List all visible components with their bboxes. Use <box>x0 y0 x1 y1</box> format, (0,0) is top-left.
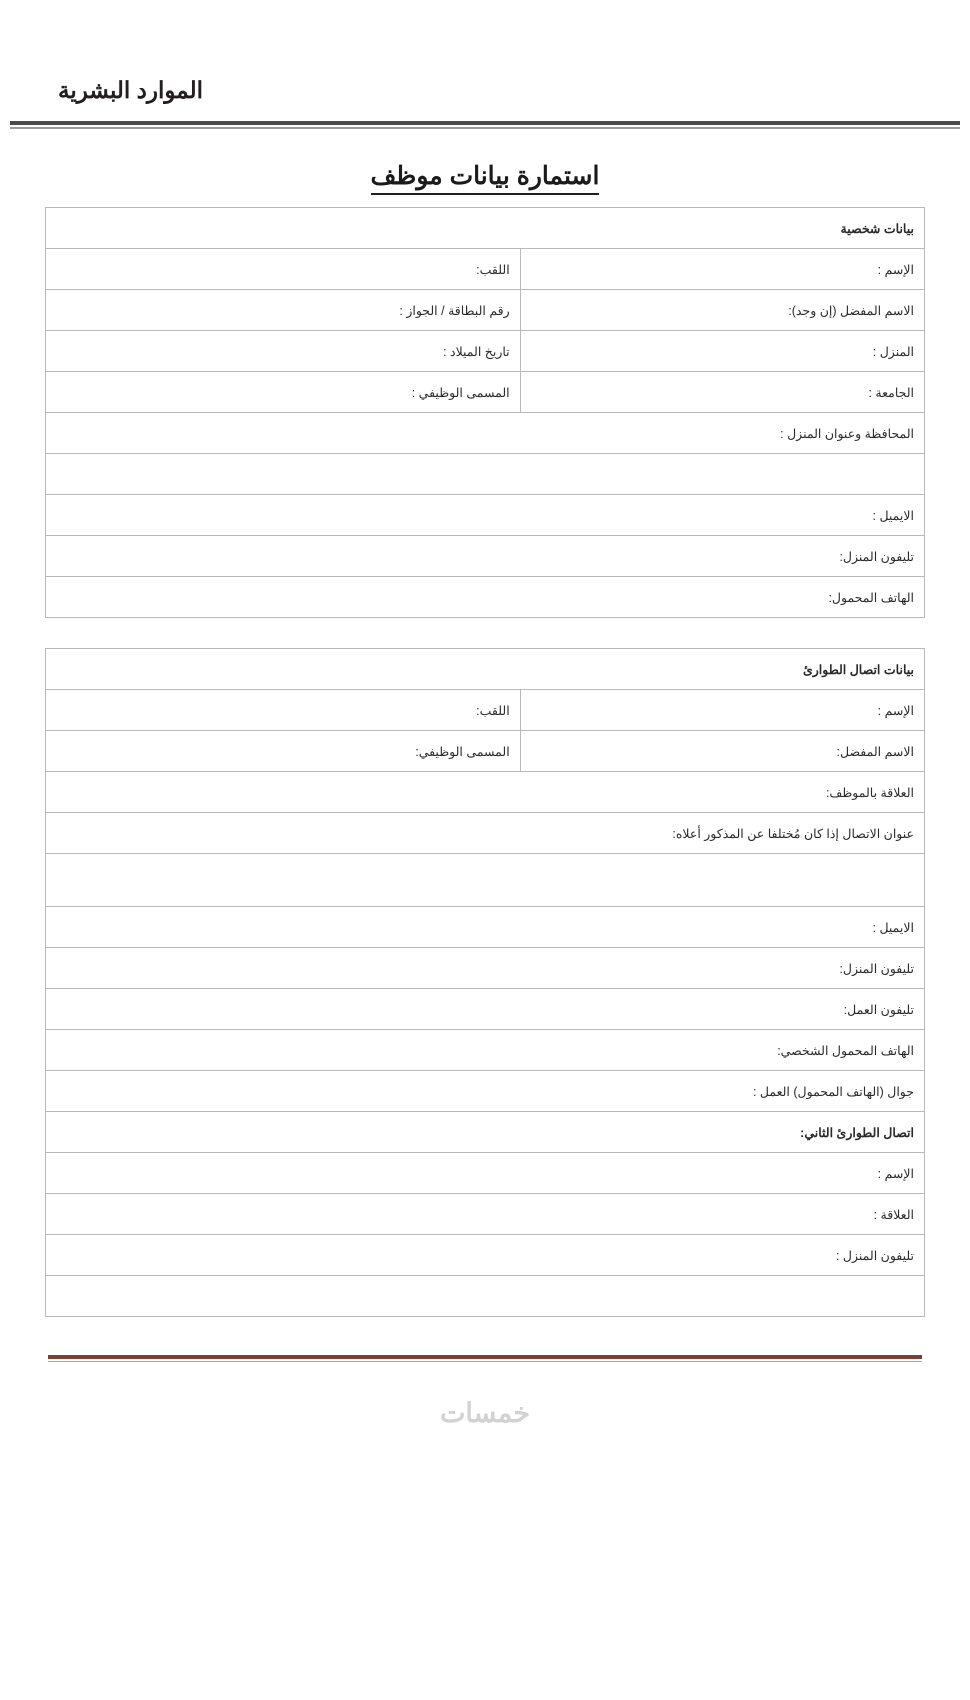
field-email-label[interactable]: الايميل : <box>46 495 925 536</box>
table-row <box>46 1112 925 1153</box>
table-row <box>46 948 925 989</box>
table-row <box>46 731 925 772</box>
emergency-contact-table <box>45 648 925 1317</box>
table-row <box>46 331 925 372</box>
table-row <box>46 772 925 813</box>
table-row <box>46 249 925 290</box>
table-row <box>46 1153 925 1194</box>
table-row <box>46 454 925 495</box>
emergency-work-mobile-label[interactable]: جوال (الهاتف المحمول) العمل : <box>46 1071 925 1112</box>
table-row <box>46 577 925 618</box>
header-divider-thin <box>10 127 960 129</box>
emergency-name-label: الإسم : <box>520 690 924 731</box>
field-mobile-label[interactable]: الهاتف المحمول: <box>46 577 925 618</box>
section-header-personal: بيانات شخصية <box>46 208 925 249</box>
emergency2-name-label[interactable]: الإسم : <box>46 1153 925 1194</box>
table-row <box>46 372 925 413</box>
emergency-job-title-label[interactable]: المسمى الوظيفي: <box>46 731 521 772</box>
department-title: الموارد البشرية <box>58 77 203 103</box>
emergency-contact-section <box>0 648 970 1317</box>
section-header-emergency-second: اتصال الطوارئ الثاني: <box>46 1112 925 1153</box>
field-address-line2[interactable] <box>46 454 925 495</box>
emergency-email-label[interactable]: الايميل : <box>46 907 925 948</box>
personal-data-table <box>45 207 925 618</box>
document-header <box>0 0 970 103</box>
footer-divider <box>48 1317 922 1362</box>
table-row <box>46 1194 925 1235</box>
table-row <box>46 290 925 331</box>
header-divider-thick <box>10 121 960 125</box>
field-preferred-name-label: الاسم المفضل (إن وجد): <box>520 290 924 331</box>
table-row <box>46 690 925 731</box>
footer-divider-thick <box>48 1355 922 1359</box>
emergency-address-line2[interactable] <box>46 854 925 907</box>
emergency2-home-phone-label[interactable]: تليفون المنزل : <box>46 1235 925 1276</box>
table-row <box>46 208 925 249</box>
field-address-label[interactable]: المحافظة وعنوان المنزل : <box>46 413 925 454</box>
field-job-title-label[interactable]: المسمى الوظيفي : <box>46 372 521 413</box>
field-birthdate-label[interactable]: تاريخ الميلاد : <box>46 331 521 372</box>
emergency-relation-label[interactable]: العلاقة بالموظف: <box>46 772 925 813</box>
emergency-personal-mobile-label[interactable]: الهاتف المحمول الشخصي: <box>46 1030 925 1071</box>
emergency-address-label[interactable]: عنوان الاتصال إذا كان مُختلفا عن المذكور أعلاه: <box>46 813 925 854</box>
emergency-preferred-name-label: الاسم المفضل: <box>520 731 924 772</box>
table-row <box>46 1030 925 1071</box>
table-row <box>46 495 925 536</box>
emergency-surname-label[interactable]: اللقب: <box>46 690 521 731</box>
field-home-label: المنزل : <box>520 331 924 372</box>
section-header-emergency: بيانات اتصال الطوارئ <box>46 649 925 690</box>
emergency2-extra-line[interactable] <box>46 1276 925 1317</box>
emergency2-relation-label[interactable]: العلاقة : <box>46 1194 925 1235</box>
field-home-phone-label[interactable]: تليفون المنزل: <box>46 536 925 577</box>
table-row <box>46 854 925 907</box>
page-title <box>0 161 970 195</box>
table-row <box>46 536 925 577</box>
section-gap <box>0 618 970 648</box>
table-row <box>46 649 925 690</box>
header-divider <box>10 121 960 135</box>
field-surname-label[interactable]: اللقب: <box>46 249 521 290</box>
page-title-text: استمارة بيانات موظف <box>371 161 600 195</box>
table-row <box>46 1071 925 1112</box>
table-row <box>46 413 925 454</box>
personal-data-section <box>0 207 970 618</box>
table-row <box>46 989 925 1030</box>
emergency-work-phone-label[interactable]: تليفون العمل: <box>46 989 925 1030</box>
table-row <box>46 1276 925 1317</box>
footer-divider-thin <box>48 1361 922 1362</box>
field-university-label: الجامعة : <box>520 372 924 413</box>
table-row <box>46 1235 925 1276</box>
table-row <box>46 907 925 948</box>
watermark: خمسات <box>439 1398 531 1429</box>
table-row <box>46 813 925 854</box>
emergency-home-phone-label[interactable]: تليفون المنزل: <box>46 948 925 989</box>
field-name-label: الإسم : <box>520 249 924 290</box>
field-id-number-label[interactable]: رقم البطاقة / الجواز : <box>46 290 521 331</box>
